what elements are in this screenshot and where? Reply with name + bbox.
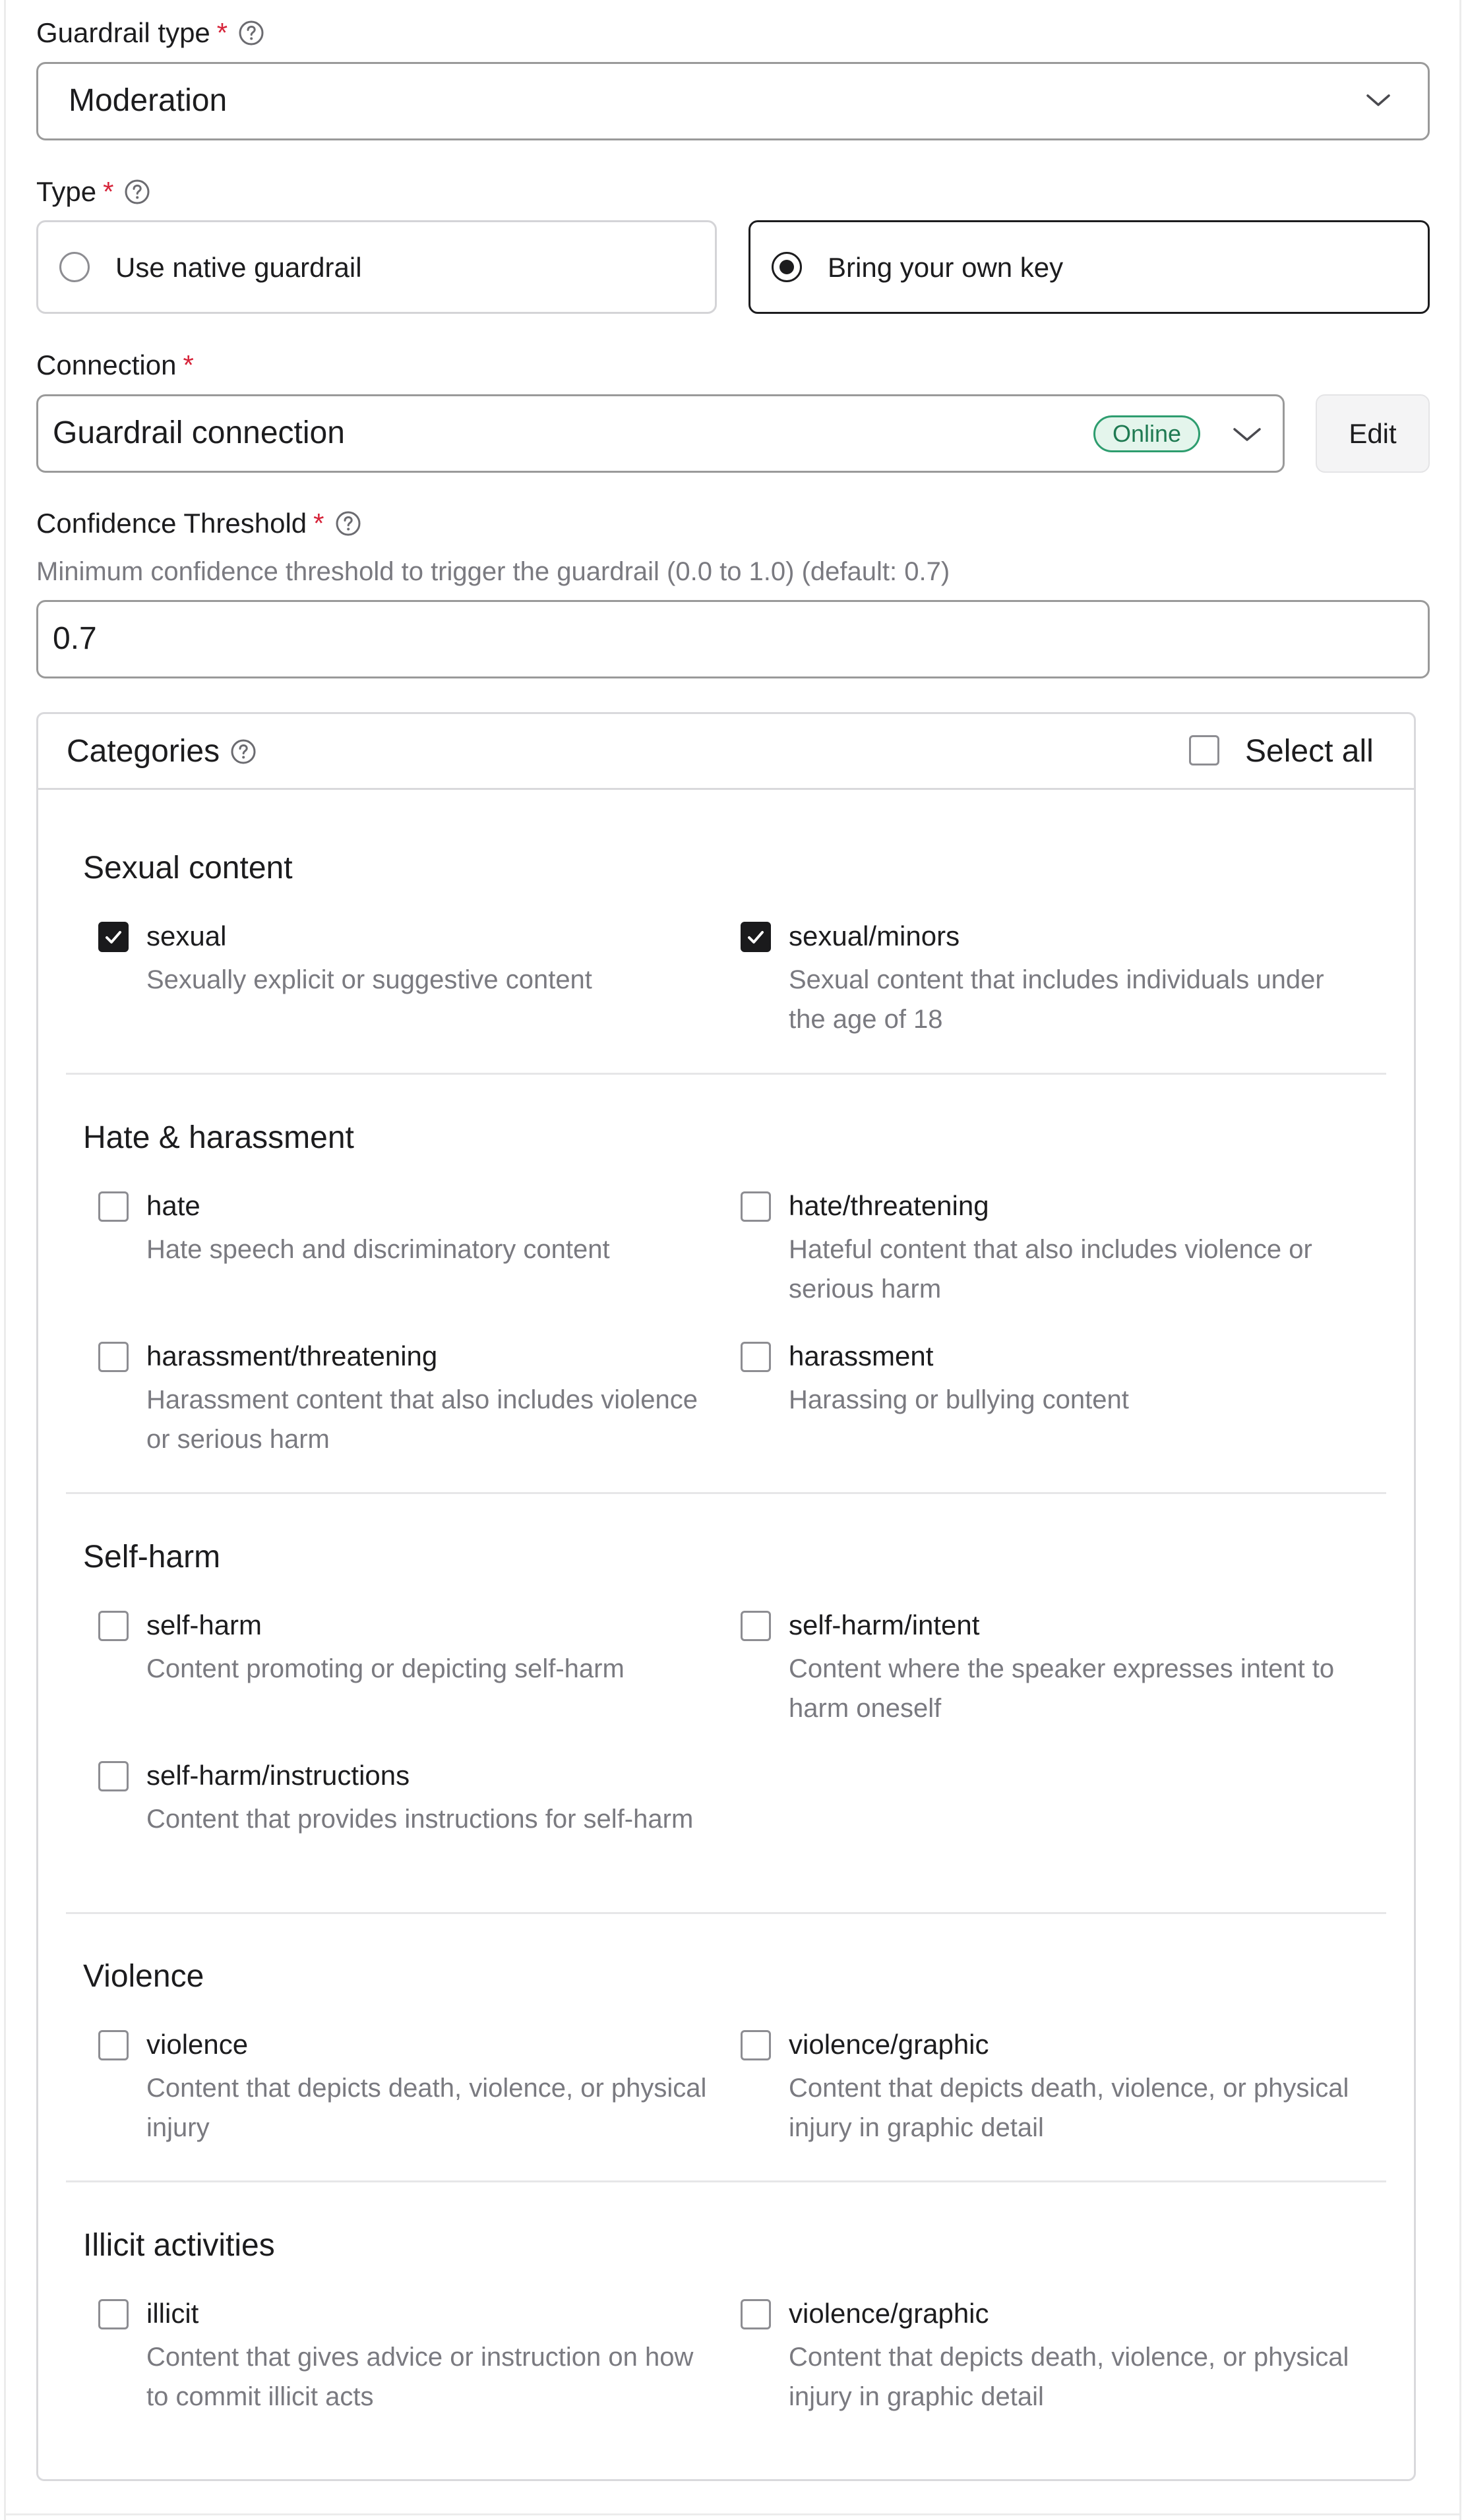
category-name[interactable]: sexual/minors [789, 920, 960, 951]
category-description: Harassment content that also includes violence or serious harm [146, 1385, 698, 1454]
help-icon[interactable] [238, 20, 264, 46]
category-description: Content that depicts death, violence, or physical injury in graphic detail [789, 2074, 1349, 2142]
category-name[interactable]: hate [146, 1190, 200, 1221]
help-icon[interactable] [230, 738, 257, 765]
category-name[interactable]: self-harm/instructions [146, 1760, 410, 1791]
connection-value: Guardrail connection [53, 415, 345, 450]
category-name[interactable]: self-harm/intent [789, 1609, 980, 1640]
radio-dot [779, 260, 794, 274]
chevron-down-icon [1365, 90, 1391, 110]
category-name[interactable]: self-harm [146, 1609, 262, 1640]
category-checkbox[interactable] [98, 922, 129, 952]
category-checkbox[interactable] [741, 1342, 771, 1372]
category-group-title: Self-harm [83, 1540, 221, 1575]
confidence-input[interactable] [36, 600, 1430, 678]
guardrail-type-select[interactable] [36, 62, 1430, 140]
category-group-divider [66, 1073, 1386, 1075]
confidence-hint: Minimum confidence threshold to trigger the guardrail (0.0 to 1.0) (default: 0.7) [36, 557, 950, 586]
guardrail-type-value: Moderation [69, 83, 228, 118]
category-checkbox[interactable] [741, 2030, 771, 2060]
category-description: Content that depicts death, violence, or physical injury [146, 2074, 707, 2142]
category-description: Harassing or bullying content [789, 1385, 1129, 1414]
required-mark: * [216, 17, 228, 48]
radio-button[interactable] [59, 252, 90, 282]
category-checkbox[interactable] [741, 2299, 771, 2329]
categories-header [67, 733, 257, 770]
category-description: Content that provides instructions for self-harm [146, 1805, 694, 1834]
help-icon[interactable] [124, 179, 150, 205]
type-option-bring-your-own-key[interactable] [748, 220, 1430, 314]
type-option-label: Use native guardrail [115, 252, 362, 283]
type-label-text: Type [36, 176, 97, 207]
category-name[interactable]: sexual [146, 920, 227, 951]
confidence-label [36, 506, 361, 541]
guardrail-type-label [36, 16, 264, 50]
category-description: Content that depicts death, violence, or physical injury in graphic detail [789, 2343, 1349, 2411]
category-description: Hateful content that also includes violence or serious harm [789, 1235, 1312, 1304]
category-description: Content where the speaker expresses intent to harm oneself [789, 1654, 1335, 1723]
category-group-title: Hate & harassment [83, 1120, 354, 1155]
category-group-title: Sexual content [83, 851, 293, 885]
category-checkbox[interactable] [741, 922, 771, 952]
category-checkbox[interactable] [98, 1342, 129, 1372]
connection-label [36, 348, 194, 382]
category-checkbox[interactable] [98, 1191, 129, 1222]
confidence-value: 0.7 [53, 621, 97, 656]
category-description: Content that gives advice or instruction on how to commit illicit acts [146, 2343, 694, 2411]
category-checkbox[interactable] [741, 1191, 771, 1222]
category-checkbox[interactable] [98, 2030, 129, 2060]
category-description: Sexually explicit or suggestive content [146, 965, 592, 994]
select-all-checkbox[interactable] [1189, 735, 1219, 765]
select-all-label[interactable]: Select all [1245, 734, 1374, 769]
category-checkbox[interactable] [98, 1761, 129, 1791]
categories-header-divider [36, 788, 1416, 790]
category-group-title: Illicit activities [83, 2228, 275, 2263]
category-name[interactable]: violence/graphic [789, 2029, 989, 2060]
checkmark-icon [104, 928, 123, 947]
frame-border-right [1459, 0, 1461, 2520]
required-mark: * [103, 176, 114, 207]
connection-label-text: Connection [36, 349, 177, 380]
category-group-divider [66, 1912, 1386, 1914]
categories-title: Categories [67, 734, 220, 769]
edit-connection-button[interactable]: Edit [1316, 394, 1430, 473]
category-group-divider [66, 1492, 1386, 1494]
chevron-down-icon [1232, 424, 1262, 445]
category-checkbox[interactable] [741, 1611, 771, 1641]
help-icon[interactable] [335, 510, 361, 537]
category-name[interactable]: illicit [146, 2298, 199, 2329]
type-option-native-guardrail[interactable] [36, 220, 717, 314]
required-mark: * [183, 349, 194, 380]
category-group-title: Violence [83, 1959, 204, 1994]
category-description: Sexual content that includes individuals under the age of 18 [789, 965, 1324, 1034]
frame-border-left [4, 0, 6, 2520]
category-name[interactable]: hate/threatening [789, 1190, 989, 1221]
category-group-divider [66, 2180, 1386, 2182]
category-name[interactable]: violence/graphic [789, 2298, 989, 2329]
status-badge: Online [1093, 415, 1200, 452]
radio-button-selected[interactable] [772, 252, 802, 282]
type-label [36, 175, 150, 209]
confidence-label-text: Confidence Threshold [36, 508, 307, 539]
guardrail-type-label-text: Guardrail type [36, 17, 210, 48]
frame-border-bottom [4, 2513, 1461, 2515]
category-name[interactable]: violence [146, 2029, 249, 2060]
type-option-label: Bring your own key [828, 252, 1064, 283]
category-description: Hate speech and discriminatory content [146, 1235, 610, 1264]
category-name[interactable]: harassment [789, 1340, 934, 1371]
connection-select[interactable] [36, 394, 1285, 473]
required-mark: * [313, 508, 324, 539]
checkmark-icon [747, 928, 765, 947]
category-checkbox[interactable] [98, 1611, 129, 1641]
category-checkbox[interactable] [98, 2299, 129, 2329]
category-description: Content promoting or depicting self-harm [146, 1654, 625, 1683]
category-name[interactable]: harassment/threatening [146, 1340, 438, 1371]
